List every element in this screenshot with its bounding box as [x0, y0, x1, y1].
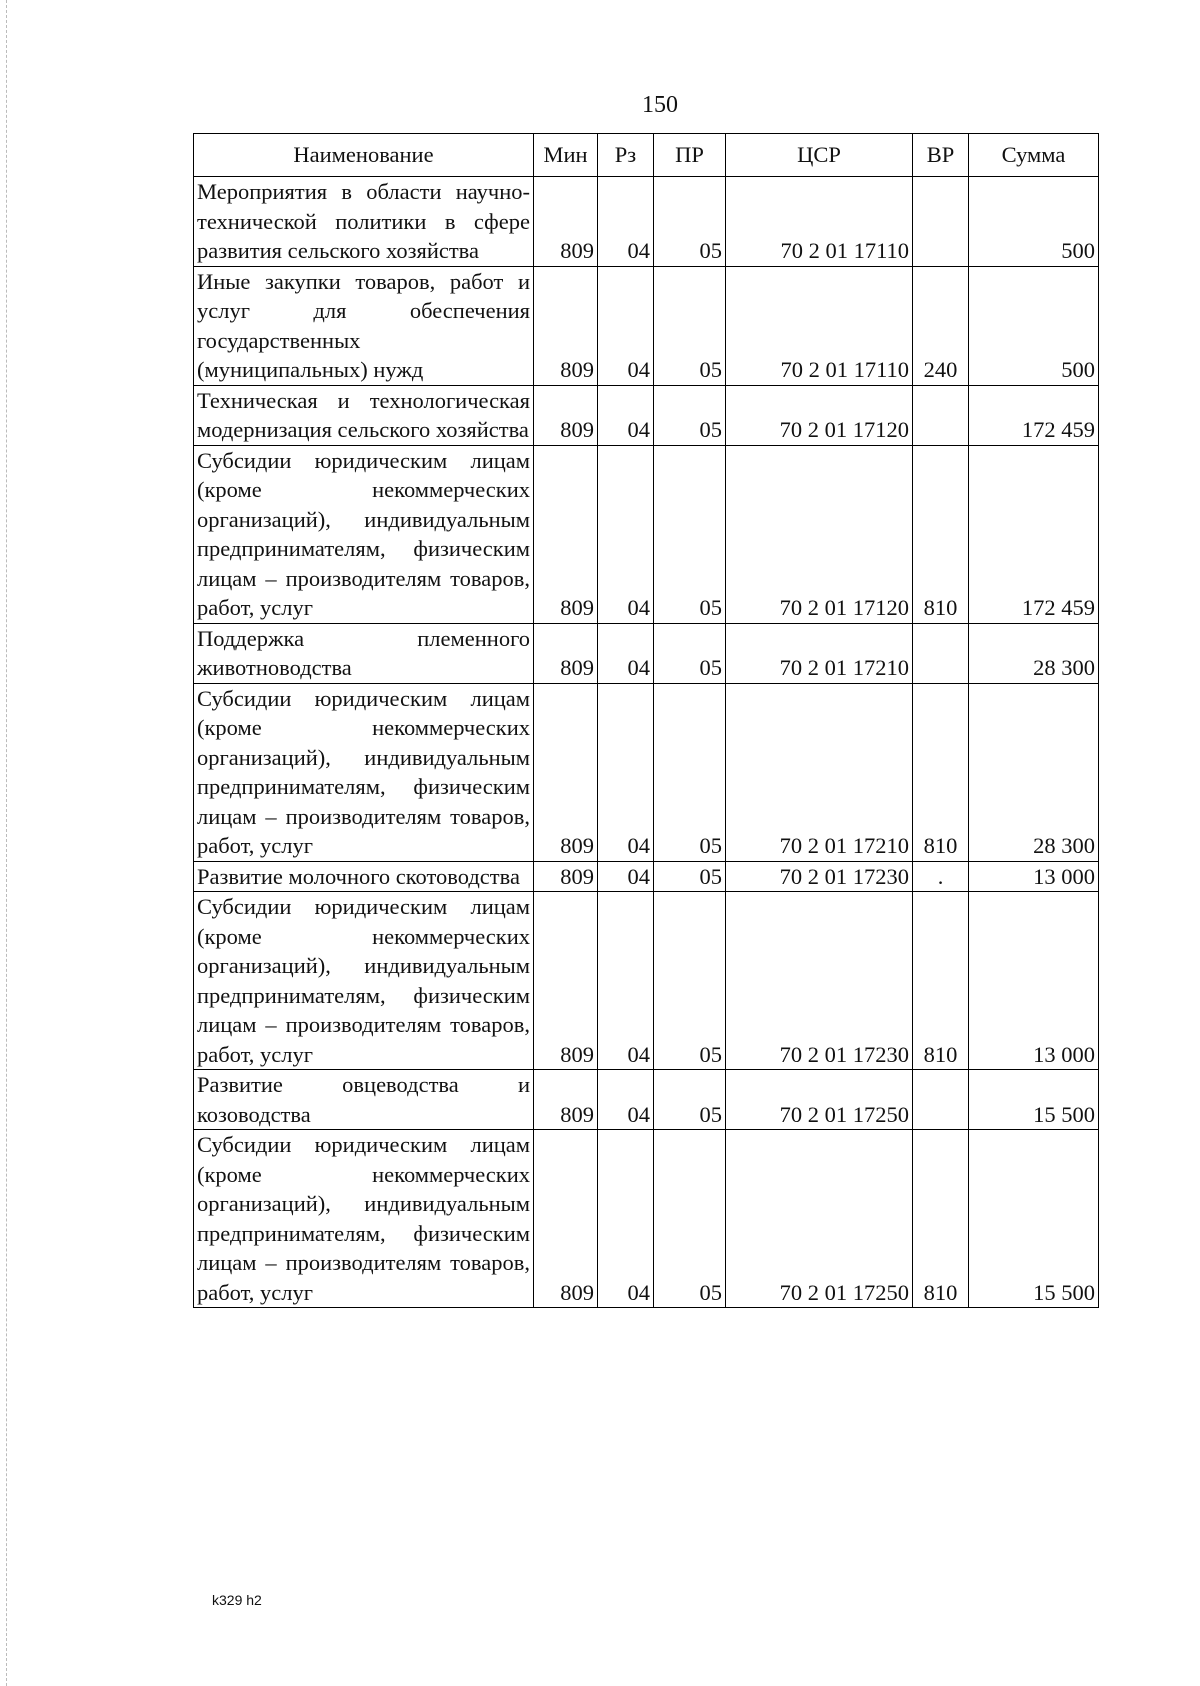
row-sum: 500 [969, 266, 1099, 385]
row-pr: 05 [654, 385, 726, 445]
row-pr: 05 [654, 623, 726, 683]
row-pr: 05 [654, 683, 726, 861]
row-min: 809 [534, 385, 598, 445]
column-header-csr: ЦСР [726, 134, 913, 177]
table-header-row [194, 134, 1099, 177]
table-row [194, 623, 1099, 683]
row-min: 809 [534, 892, 598, 1070]
row-vr: 810 [913, 1130, 969, 1308]
row-min: 809 [534, 861, 598, 892]
table-row [194, 1070, 1099, 1130]
row-rz: 04 [598, 623, 654, 683]
row-vr [913, 623, 969, 683]
row-pr: 05 [654, 1070, 726, 1130]
row-pr: 05 [654, 266, 726, 385]
row-min: 809 [534, 445, 598, 623]
row-name: Субсидии юридическим лицам (кроме некоммерческих организаций), индивидуальным предпринимателям, физическим лицам – производителям товаров, работ, услуг [194, 1130, 534, 1308]
row-csr: 70 2 01 17110 [726, 266, 913, 385]
row-vr: 810 [913, 445, 969, 623]
row-vr [913, 1070, 969, 1130]
column-header-sum: Сумма [969, 134, 1099, 177]
row-csr: 70 2 01 17110 [726, 177, 913, 267]
row-vr: 810 [913, 683, 969, 861]
row-rz: 04 [598, 1130, 654, 1308]
row-name: Субсидии юридическим лицам (кроме некоммерческих организаций), индивидуальным предпринимателям, физическим лицам – производителям товаров, работ, услуг [194, 683, 534, 861]
row-pr: 05 [654, 861, 726, 892]
row-name: Развитие овцеводства и козоводства [194, 1070, 534, 1130]
row-min: 809 [534, 623, 598, 683]
row-rz: 04 [598, 445, 654, 623]
row-csr: 70 2 01 17210 [726, 683, 913, 861]
row-sum: 13 000 [969, 892, 1099, 1070]
row-sum: 172 459 [969, 445, 1099, 623]
footer-code: k329 h2 [212, 1592, 262, 1608]
row-name: Поддержка племенного животноводства [194, 623, 534, 683]
row-min: 809 [534, 266, 598, 385]
row-rz: 04 [598, 266, 654, 385]
page-number: 150 [642, 92, 678, 118]
row-name: Мероприятия в области научно-технической политики в сфере развития сельского хозяйства [194, 177, 534, 267]
row-rz: 04 [598, 1070, 654, 1130]
row-vr: 240 [913, 266, 969, 385]
row-min: 809 [534, 1070, 598, 1130]
row-pr: 05 [654, 1130, 726, 1308]
row-csr: 70 2 01 17230 [726, 892, 913, 1070]
row-rz: 04 [598, 385, 654, 445]
row-name: Субсидии юридическим лицам (кроме некоммерческих организаций), индивидуальным предпринимателям, физическим лицам – производителям товаров, работ, услуг [194, 445, 534, 623]
table-row [194, 445, 1099, 623]
budget-table [193, 133, 1099, 1308]
row-csr: 70 2 01 17120 [726, 445, 913, 623]
row-csr: 70 2 01 17210 [726, 623, 913, 683]
table-row [194, 683, 1099, 861]
row-sum: 15 500 [969, 1070, 1099, 1130]
row-name: Иные закупки товаров, работ и услуг для обеспечения государственных (муниципальных) нужд [194, 266, 534, 385]
row-csr: 70 2 01 17250 [726, 1070, 913, 1130]
table-row [194, 385, 1099, 445]
row-sum: 13 000 [969, 861, 1099, 892]
row-name: Развитие молочного скотоводства [194, 861, 534, 892]
row-min: 809 [534, 177, 598, 267]
row-rz: 04 [598, 861, 654, 892]
row-csr: 70 2 01 17230 [726, 861, 913, 892]
table-row [194, 861, 1099, 892]
column-header-name: Наименование [194, 134, 534, 177]
row-vr [913, 385, 969, 445]
row-sum: 172 459 [969, 385, 1099, 445]
column-header-pr: ПР [654, 134, 726, 177]
scan-margin-line [6, 0, 7, 1686]
row-vr: 810 [913, 892, 969, 1070]
column-header-vr: ВР [913, 134, 969, 177]
row-pr: 05 [654, 445, 726, 623]
row-name: Техническая и технологическая модернизация сельского хозяйства [194, 385, 534, 445]
table-row [194, 266, 1099, 385]
row-csr: 70 2 01 17120 [726, 385, 913, 445]
column-header-min: Мин [534, 134, 598, 177]
row-rz: 04 [598, 892, 654, 1070]
row-vr: . [913, 861, 969, 892]
column-header-rz: Рз [598, 134, 654, 177]
row-vr [913, 177, 969, 267]
row-rz: 04 [598, 683, 654, 861]
row-sum: 28 300 [969, 623, 1099, 683]
row-min: 809 [534, 1130, 598, 1308]
row-pr: 05 [654, 892, 726, 1070]
row-rz: 04 [598, 177, 654, 267]
row-sum: 28 300 [969, 683, 1099, 861]
table-row [194, 177, 1099, 267]
row-sum: 15 500 [969, 1130, 1099, 1308]
row-sum: 500 [969, 177, 1099, 267]
row-name: Субсидии юридическим лицам (кроме некоммерческих организаций), индивидуальным предпринимателям, физическим лицам – производителям товаров, работ, услуг [194, 892, 534, 1070]
table-row [194, 892, 1099, 1070]
table-row [194, 1130, 1099, 1308]
row-csr: 70 2 01 17250 [726, 1130, 913, 1308]
row-pr: 05 [654, 177, 726, 267]
row-min: 809 [534, 683, 598, 861]
